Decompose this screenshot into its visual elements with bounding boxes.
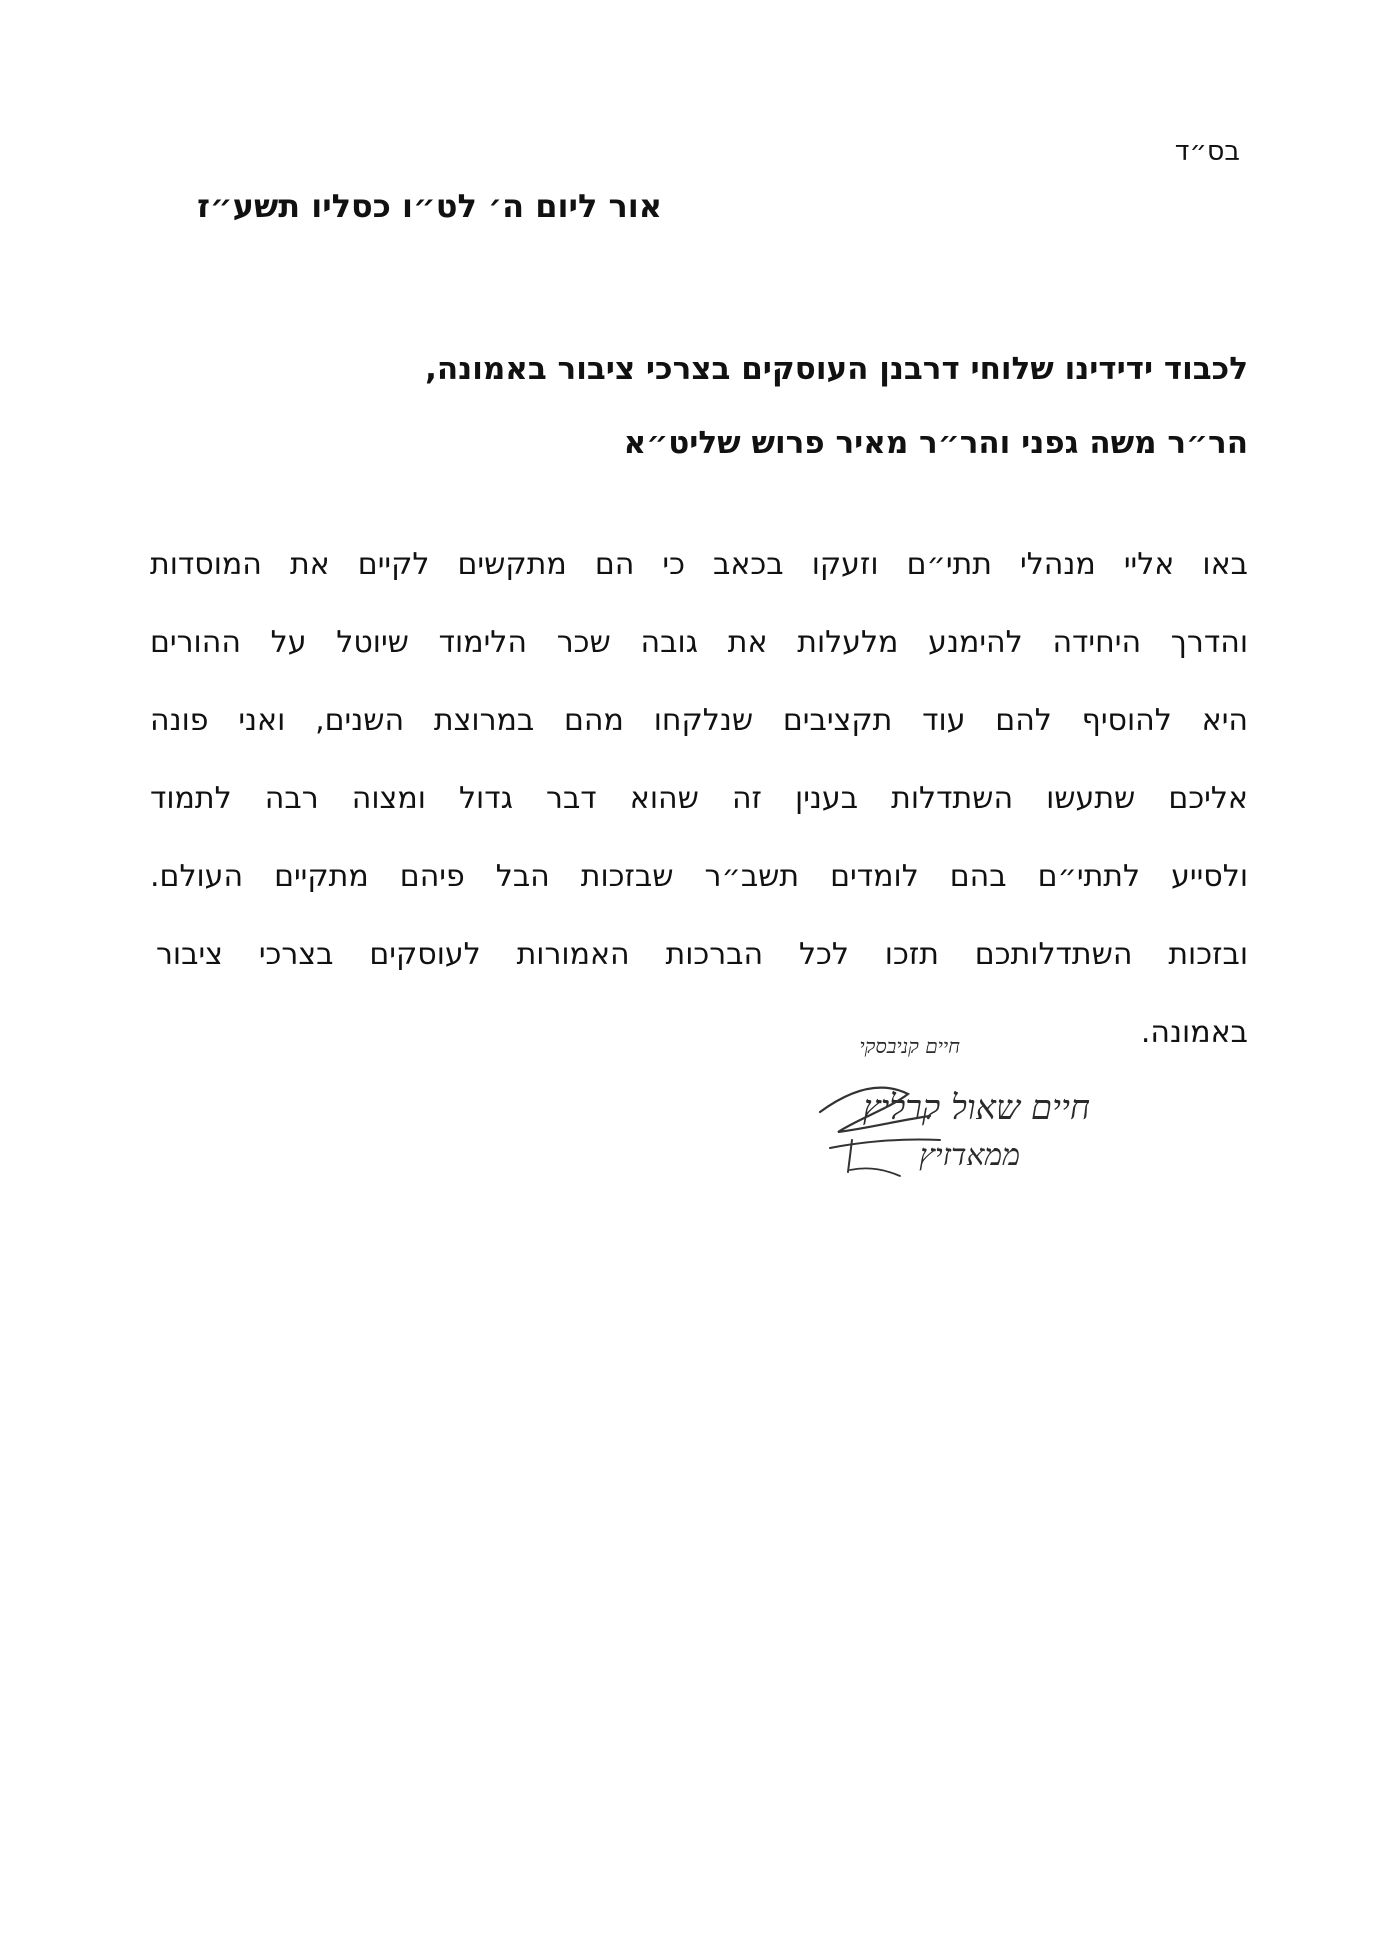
body-line: והדרך היחידה להימנע מלעלות את גובה שכר הלימוד שיוטל על ההורים xyxy=(150,625,1248,660)
letter-date: אור ליום ה׳ לט״ו כסליו תשע״ז xyxy=(197,187,662,225)
signature-scribble-icon xyxy=(790,1020,1120,1200)
signature-title: ממאדזיץ xyxy=(919,1138,1020,1173)
header-mark: בס״ד xyxy=(1174,136,1240,167)
recipient-line-1: לכבוד ידידינו שלוחי דרבנן העוסקים בצרכי ציבור באמונה, xyxy=(425,351,1248,387)
handwritten-signature xyxy=(790,1020,1120,1200)
signature-name: חיים שאול קרליץ xyxy=(862,1088,1090,1128)
body-line: ובזכות השתדלותכם תזכו לכל הברכות האמורות לעוסקים בצרכי ציבור xyxy=(156,937,1248,972)
body-line: היא להוסיף להם עוד תקציבים שנלקחו מהם במרוצת השנים, ואני פונה xyxy=(150,703,1248,738)
body-line: אליכם שתעשו השתדלות בענין זה שהוא דבר גדול ומצוה רבה לתמוד xyxy=(150,781,1248,816)
body-line-closing: באמונה. xyxy=(1140,1015,1248,1050)
recipient-line-2: הר״ר משה גפני והר״ר מאיר פרוש שליט״א xyxy=(623,425,1248,461)
body-line: באו אליי מנהלי תתי״ם וזעקו בכאב כי הם מתקשים לקיים את המוסדות xyxy=(150,547,1248,582)
signature-note: חיים קניבסקי xyxy=(859,1034,960,1058)
body-line: ולסייע לתתי״ם בהם לומדים תשב״ר שבזכות הבל פיהם מתקיים העולם. xyxy=(150,859,1248,894)
